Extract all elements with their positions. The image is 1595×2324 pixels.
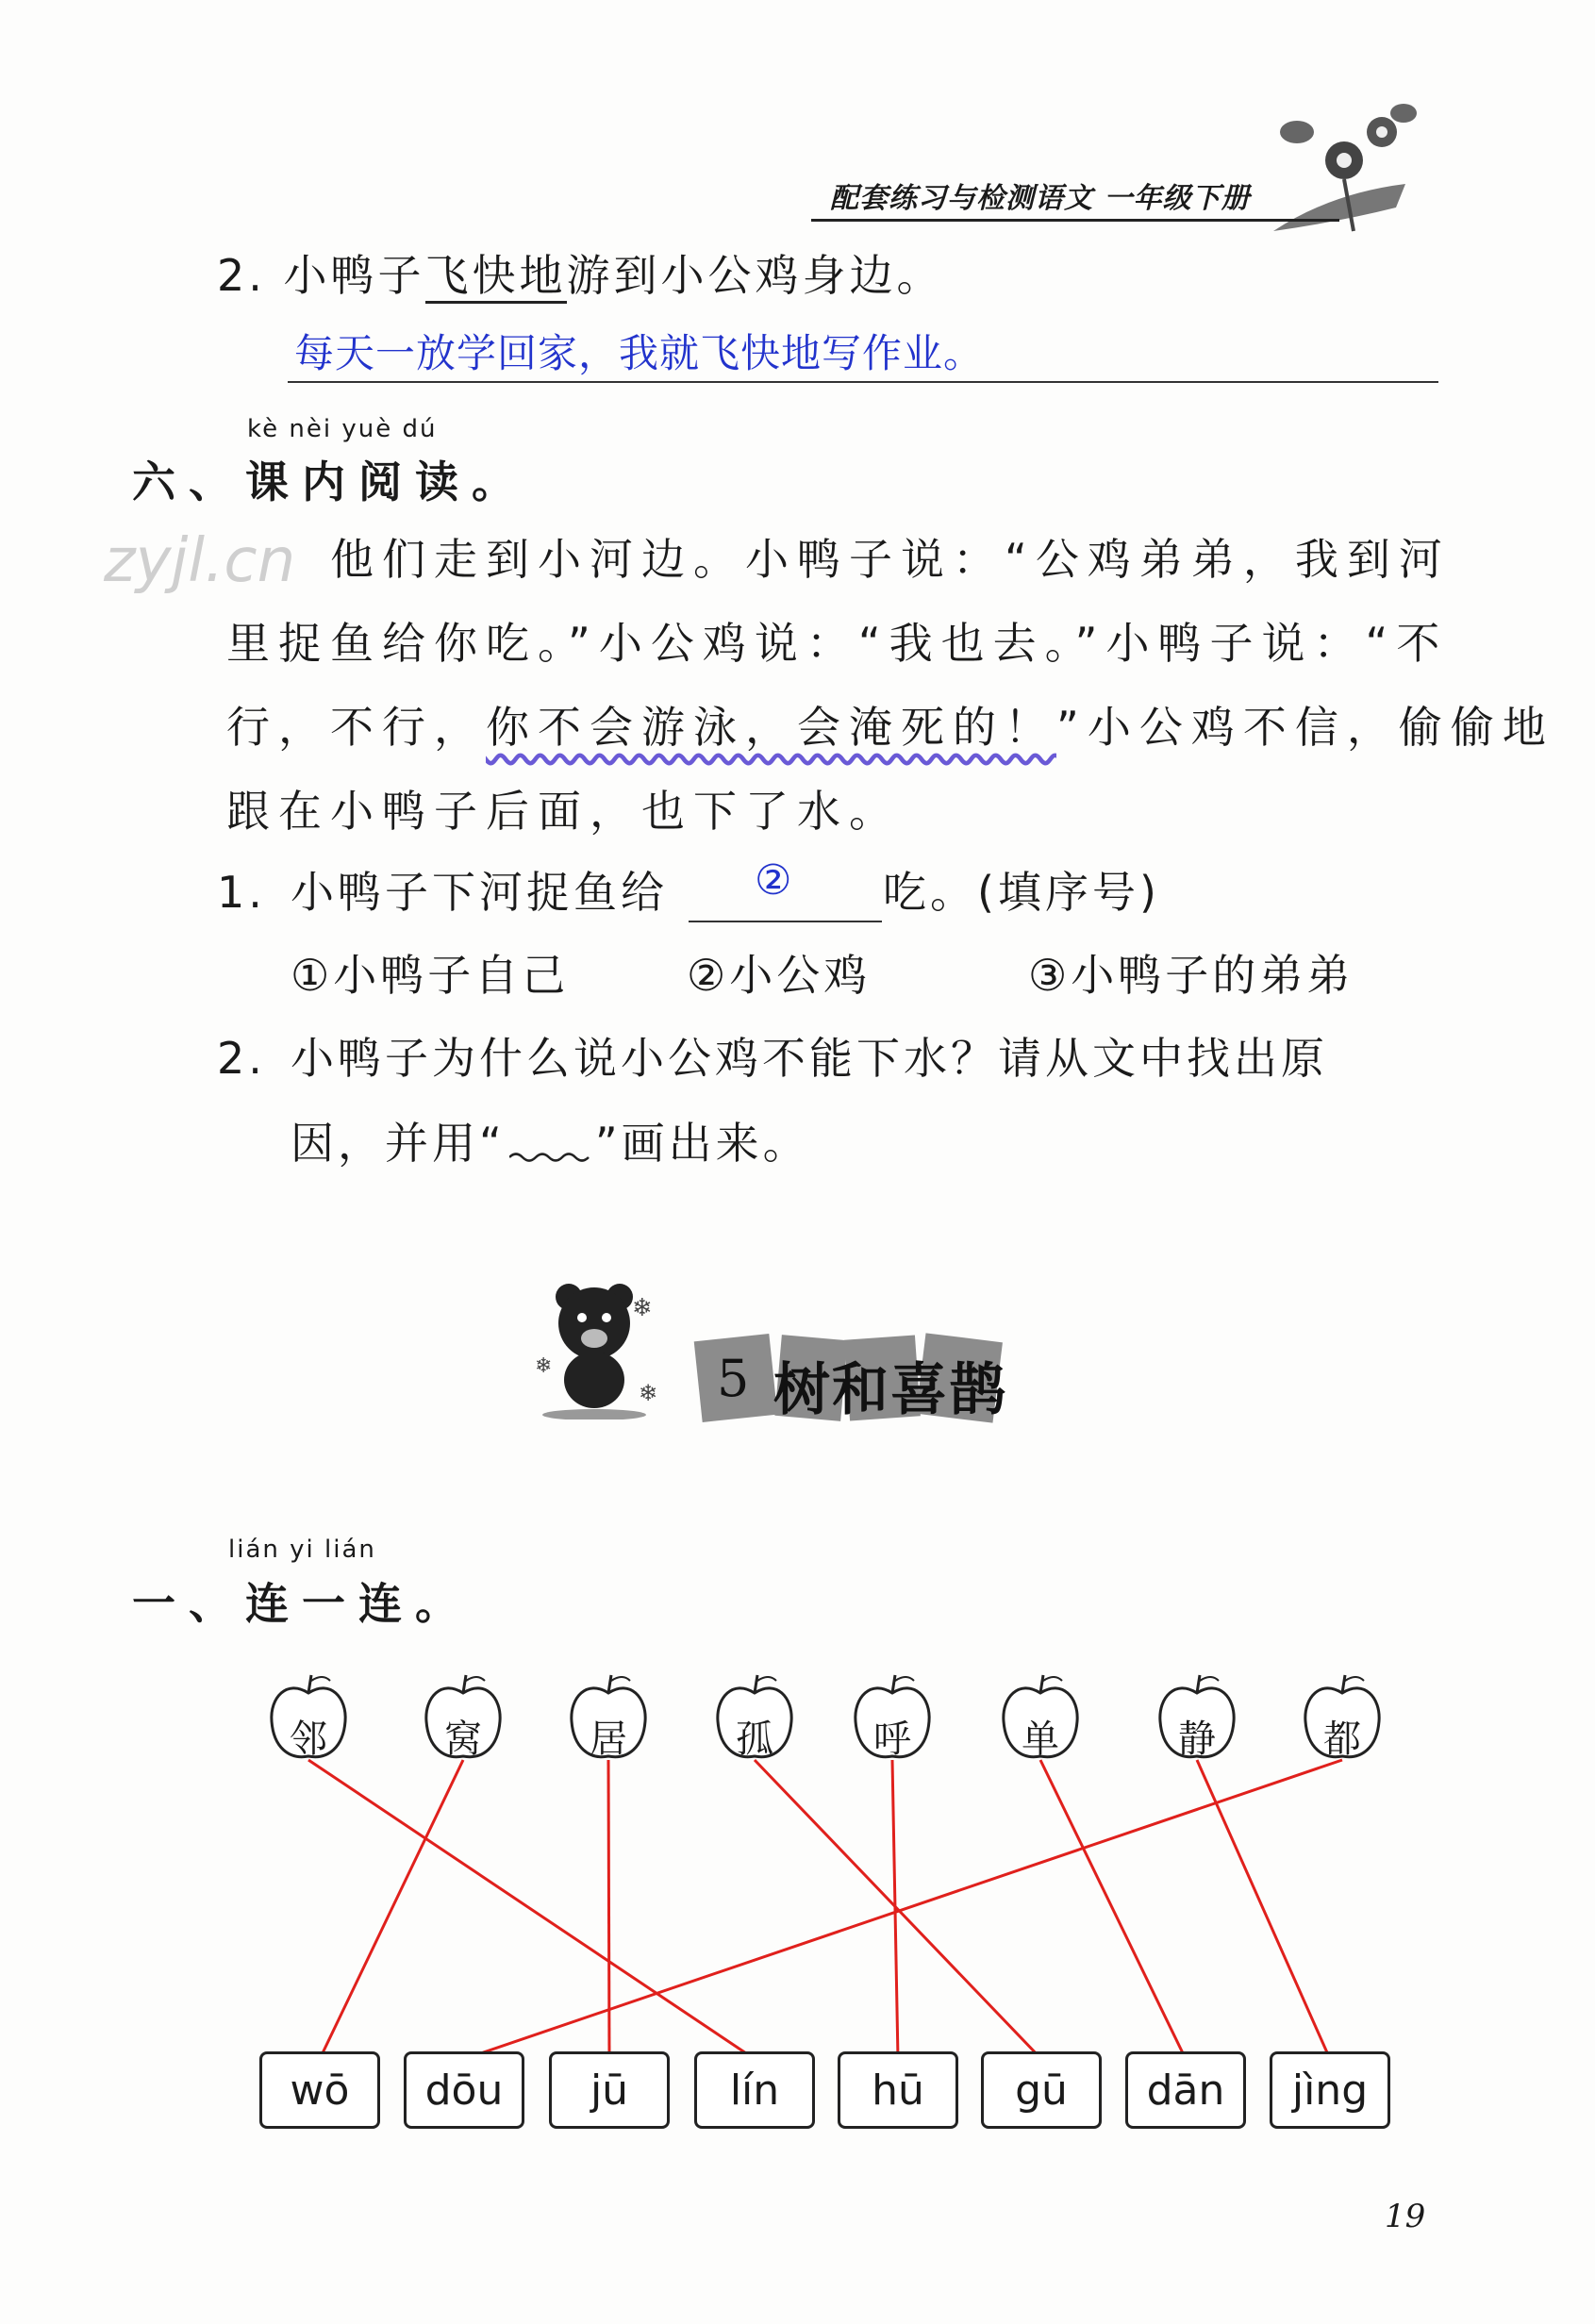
apple-char-text: 居 <box>590 1718 627 1761</box>
apple-char-text: 孤 <box>736 1718 773 1761</box>
passage-line3-after: ”小公鸡不信，偷偷地 <box>1056 702 1554 753</box>
section6-q1-option-3: ③小鸭子的弟弟 <box>1028 950 1354 1001</box>
apple-char-text: 呼 <box>873 1718 911 1761</box>
svg-text:❄: ❄ <box>535 1354 553 1378</box>
apple-char <box>714 1669 795 1764</box>
q5-item2-before: 小鸭子 <box>283 250 425 301</box>
apple-char-text: 邻 <box>290 1718 327 1761</box>
pinyin-box: gū <box>981 2051 1102 2129</box>
pinyin-box: lín <box>694 2051 815 2129</box>
apple-char <box>568 1669 649 1764</box>
page-number: 19 <box>1385 2198 1426 2235</box>
section6-q2-line1: 小鸭子为什么说小公鸡不能下水？请从文中找出原 <box>291 1033 1328 1084</box>
apple-char-text: 窝 <box>444 1718 482 1761</box>
lesson-title: 树和喜鹊 <box>773 1357 1007 1423</box>
apple-char-text: 单 <box>1022 1718 1059 1761</box>
section6-q1-option-1: ①小鸭子自己 <box>291 950 570 1001</box>
section6-pinyin: kè nèi yuè dú <box>247 415 438 443</box>
section6-q2-line2-before: 因，并用“ <box>291 1118 506 1169</box>
apple-char-text: 都 <box>1323 1718 1361 1761</box>
section1-title: 一、连一连。 <box>132 1578 472 1629</box>
section6-title: 六、课内阅读。 <box>132 456 528 507</box>
apple-char <box>268 1669 349 1764</box>
apple-char-text: 静 <box>1178 1718 1216 1761</box>
passage-line4: 跟在小鸭子后面，也下了水。 <box>226 786 901 837</box>
match-line <box>608 1760 609 2059</box>
section6-q2-line2-after: ”画出来。 <box>594 1118 810 1169</box>
apple-char <box>852 1669 933 1764</box>
passage-wavy-answer: 你不会游泳，会淹死的！ <box>486 702 1056 753</box>
header-title: 配套练习与检测语文 一年级下册 <box>830 182 1251 215</box>
pinyin-box: jìng <box>1270 2051 1390 2129</box>
section6-q1-before: 小鸭子下河捉鱼给 <box>291 867 668 918</box>
q5-item2-answer: 每天一放学回家，我就飞快地写作业。 <box>294 330 985 376</box>
lesson-number: 5 <box>717 1349 750 1408</box>
apple-char <box>1156 1669 1238 1764</box>
match-line <box>464 1760 1342 2059</box>
pinyin-box: dōu <box>404 2051 524 2129</box>
q5-item2-after: 游到小公鸡身边。 <box>566 250 944 301</box>
section6-q1-option-2: ②小公鸡 <box>687 950 872 1001</box>
passage-line2: 里捉鱼给你吃。”小公鸡说：“我也去。”小鸭子说：“不 <box>226 618 1449 669</box>
match-line <box>320 1760 463 2059</box>
apple-char <box>423 1669 504 1764</box>
passage-line1: 他们走到小河边。小鸭子说：“公鸡弟弟，我到河 <box>330 534 1451 585</box>
pinyin-box: hū <box>838 2051 958 2129</box>
q5-item2-number: 2. <box>217 250 266 301</box>
apple-char <box>1302 1669 1383 1764</box>
apple-char <box>1000 1669 1081 1764</box>
section6-q1-answer: ② <box>755 856 796 905</box>
section6-q1-after: 吃。(填序号) <box>883 867 1160 918</box>
match-line <box>308 1760 755 2059</box>
match-line <box>1040 1760 1186 2059</box>
section6-q2-number: 2. <box>217 1033 266 1084</box>
svg-text:❄: ❄ <box>632 1294 653 1322</box>
section1-pinyin: lián yi lián <box>228 1536 376 1564</box>
q5-item2-underlined: 飞快地 <box>425 250 567 304</box>
watermark: zyjl.cn <box>104 526 296 596</box>
pinyin-box: wō <box>259 2051 380 2129</box>
pinyin-box: jū <box>549 2051 670 2129</box>
match-line <box>1197 1760 1330 2059</box>
passage-line3-before: 行，不行， <box>226 702 486 753</box>
pinyin-box: dān <box>1125 2051 1246 2129</box>
svg-text:❄: ❄ <box>639 1380 658 1406</box>
section6-q1-number: 1. <box>217 867 266 918</box>
